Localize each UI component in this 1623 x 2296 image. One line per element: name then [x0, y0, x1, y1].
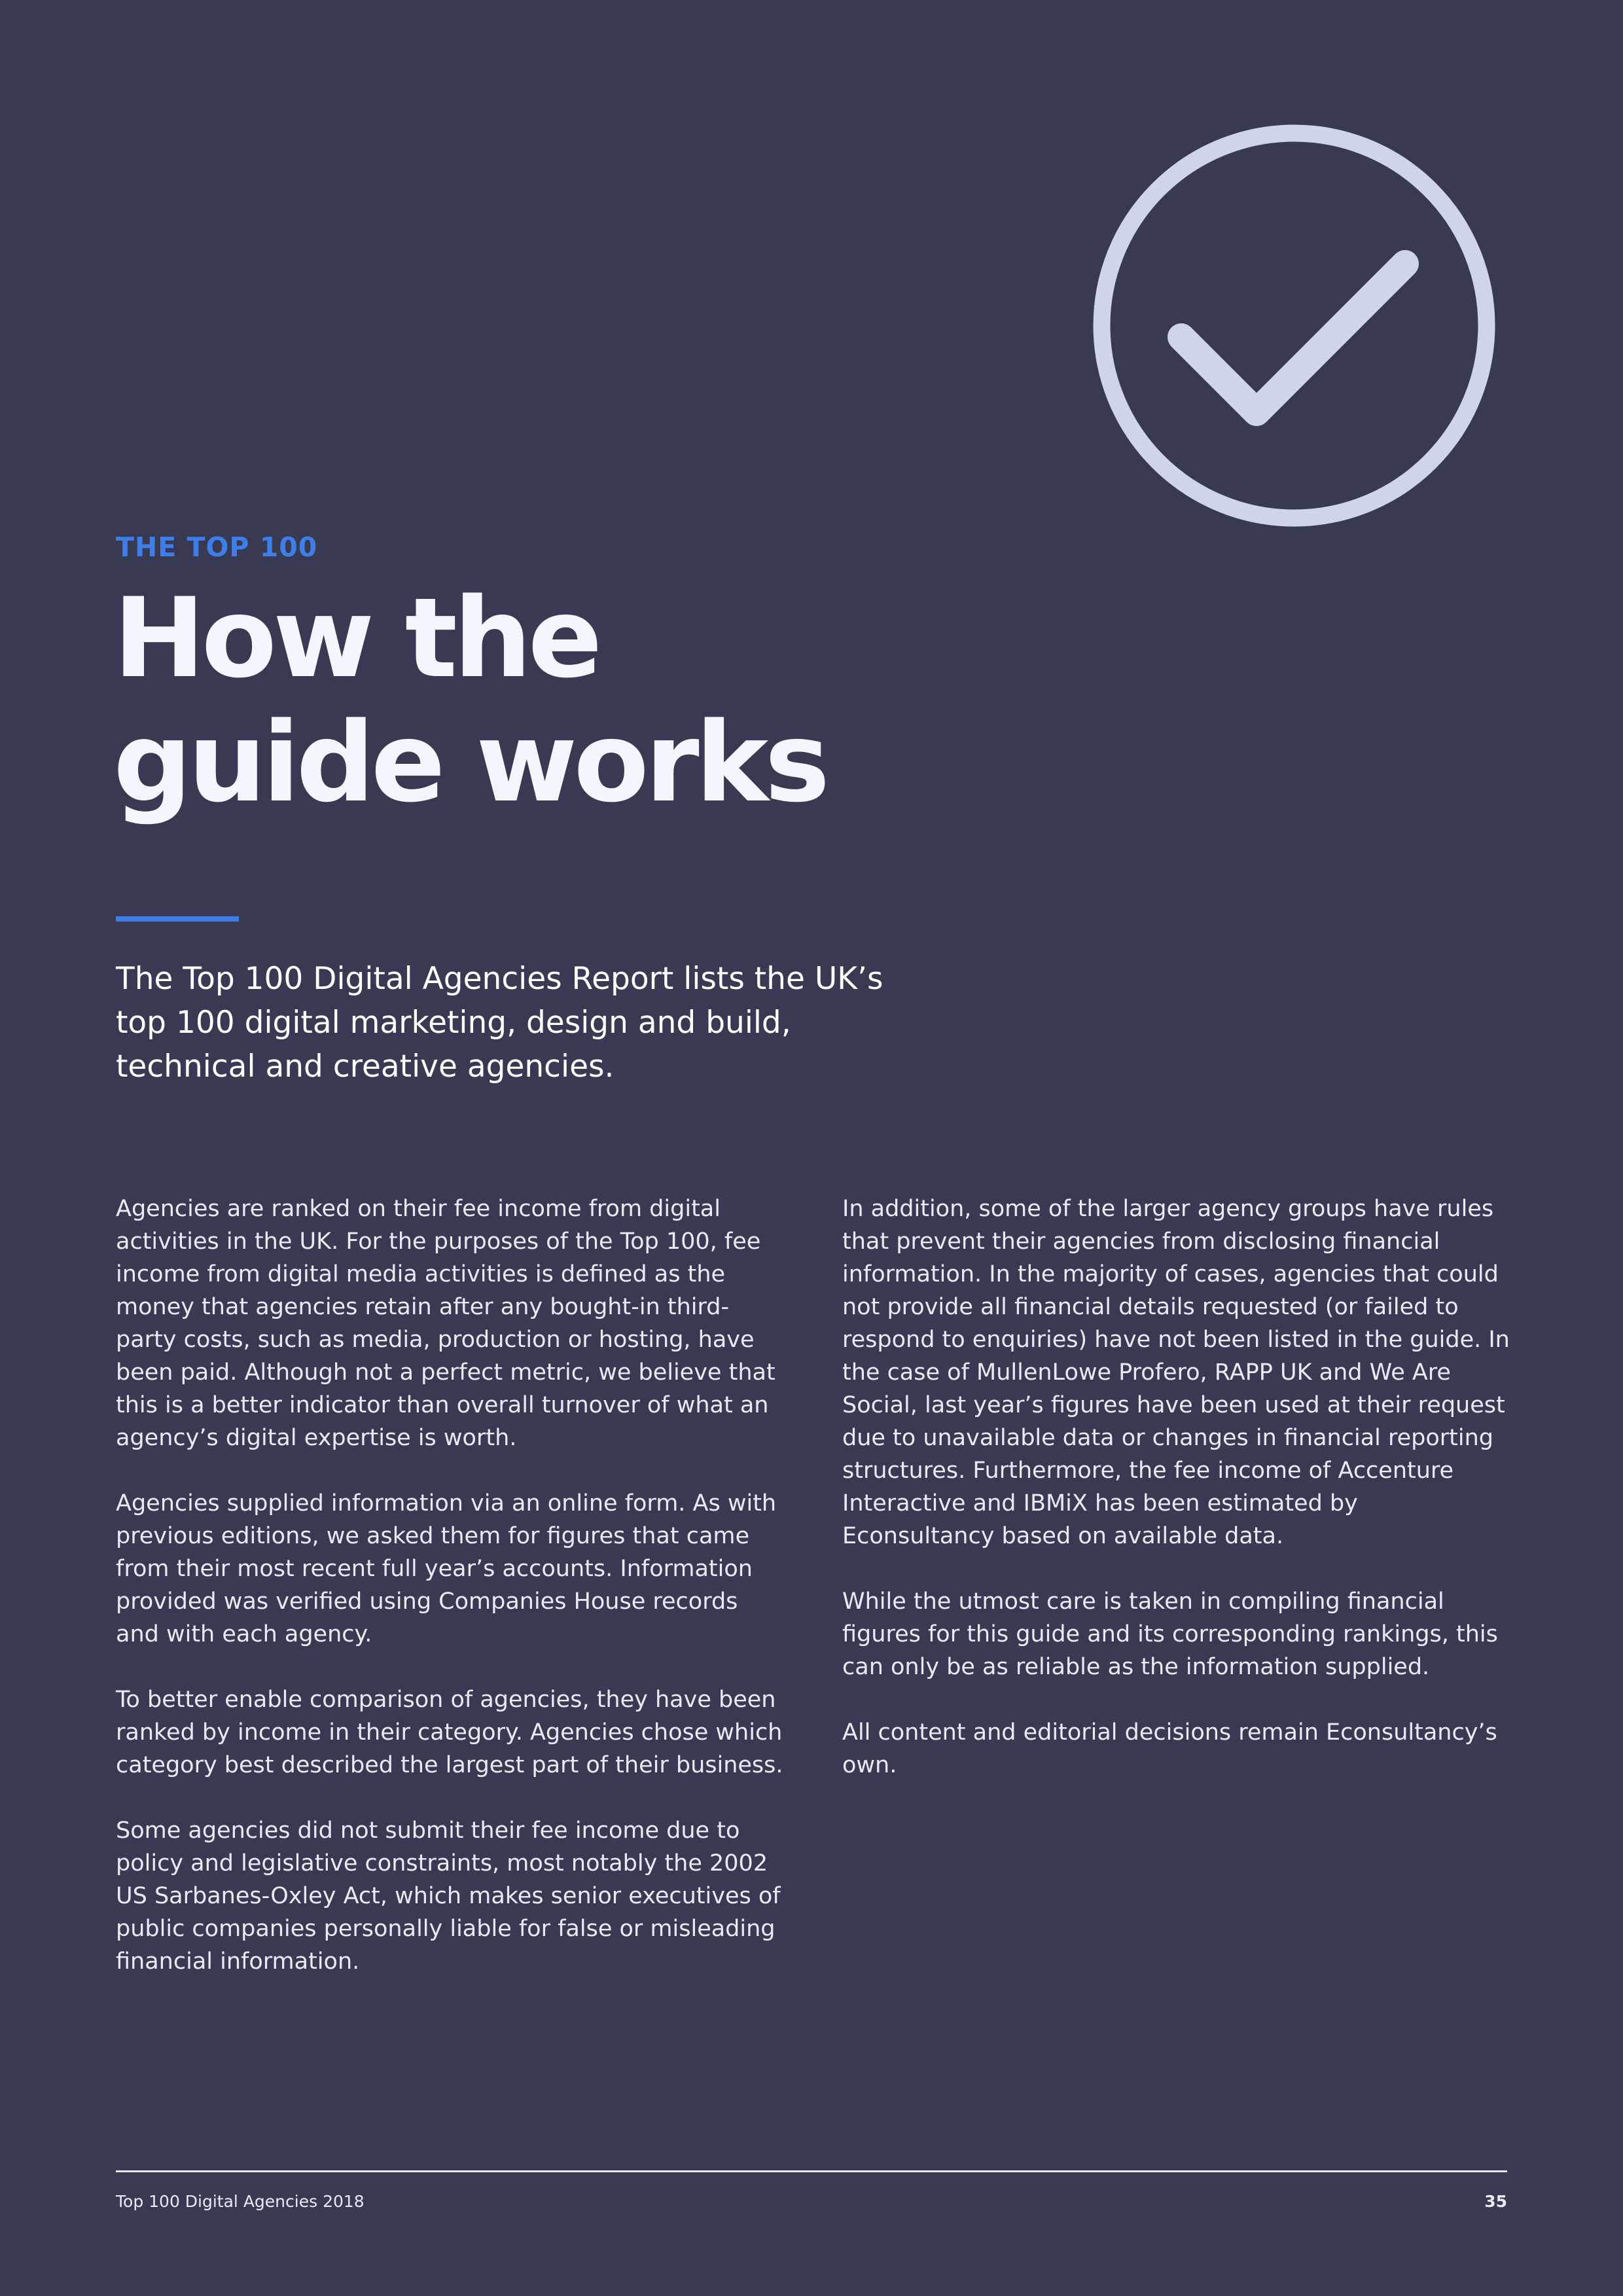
- page-number: 35: [1484, 2192, 1507, 2211]
- page-title-line-1: How the: [113, 574, 599, 702]
- section-eyebrow: THE TOP 100: [116, 531, 318, 563]
- footer-title: Top 100 Digital Agencies 2018: [116, 2192, 365, 2211]
- left-column: [116, 1193, 783, 2011]
- right-column: [842, 1193, 1510, 1814]
- body-paragraph: Agencies supplied information via an online form. As with previous editions, we asked them for figures that came from their most recent full year’s accounts. Information provided was verified using Companies House records and with each agency.: [116, 1490, 777, 1647]
- page-title: [113, 576, 1029, 825]
- body-paragraph: Agencies are ranked on their fee income from digital activities in the UK. For the purposes of the Top 100, fee income from digital media activities is defined as the money that agencies retain after any bought-in third-party costs, such as media, production or hosting, have been paid. Although not a perfect metric, we believe that this is a better indicator than overall turnover of what an agency’s digital expertise is worth.: [116, 1196, 776, 1451]
- accent-rule: [116, 916, 239, 922]
- check-circle-icon: [1090, 121, 1499, 530]
- lede-paragraph: The Top 100 Digital Agencies Report lists the UK’s top 100 digital marketing, design and build, technical and creative agencies.: [116, 961, 883, 1085]
- body-paragraph: All content and editorial decisions remain Econsultancy’s own.: [842, 1719, 1497, 1778]
- body-paragraph: While the utmost care is taken in compiling financial figures for this guide and its corresponding rankings, this can only be as reliable as the information supplied.: [842, 1588, 1498, 1680]
- body-paragraph: Some agencies did not submit their fee income due to policy and legislative constraints, most notably the 2002 US Sarbanes-Oxley Act, which makes senior executives of public companies personally liable for false or misleading financial information.: [116, 1818, 781, 1975]
- body-paragraph: To better enable comparison of agencies, they have been ranked by income in their category. Agencies chose which category best described the largest part of their business.: [116, 1687, 783, 1778]
- footer-rule: [116, 2170, 1507, 2172]
- body-paragraph: In addition, some of the larger agency groups have rules that prevent their agencies from disclosing financial information. In the majority of cases, agencies that could not provide all financial details requested (or failed to respond to enquiries) have not been listed in the guide. In the case of MullenLowe Profero, RAPP UK and We Are Social, last year’s figures have been used at their request due to unavailable data or changes in financial reporting structures. Furthermore, the fee income of Accenture Interactive and IBMiX has been estimated by Econsultancy based on available data.: [842, 1196, 1510, 1549]
- page-title-line-2: guide works: [113, 698, 827, 827]
